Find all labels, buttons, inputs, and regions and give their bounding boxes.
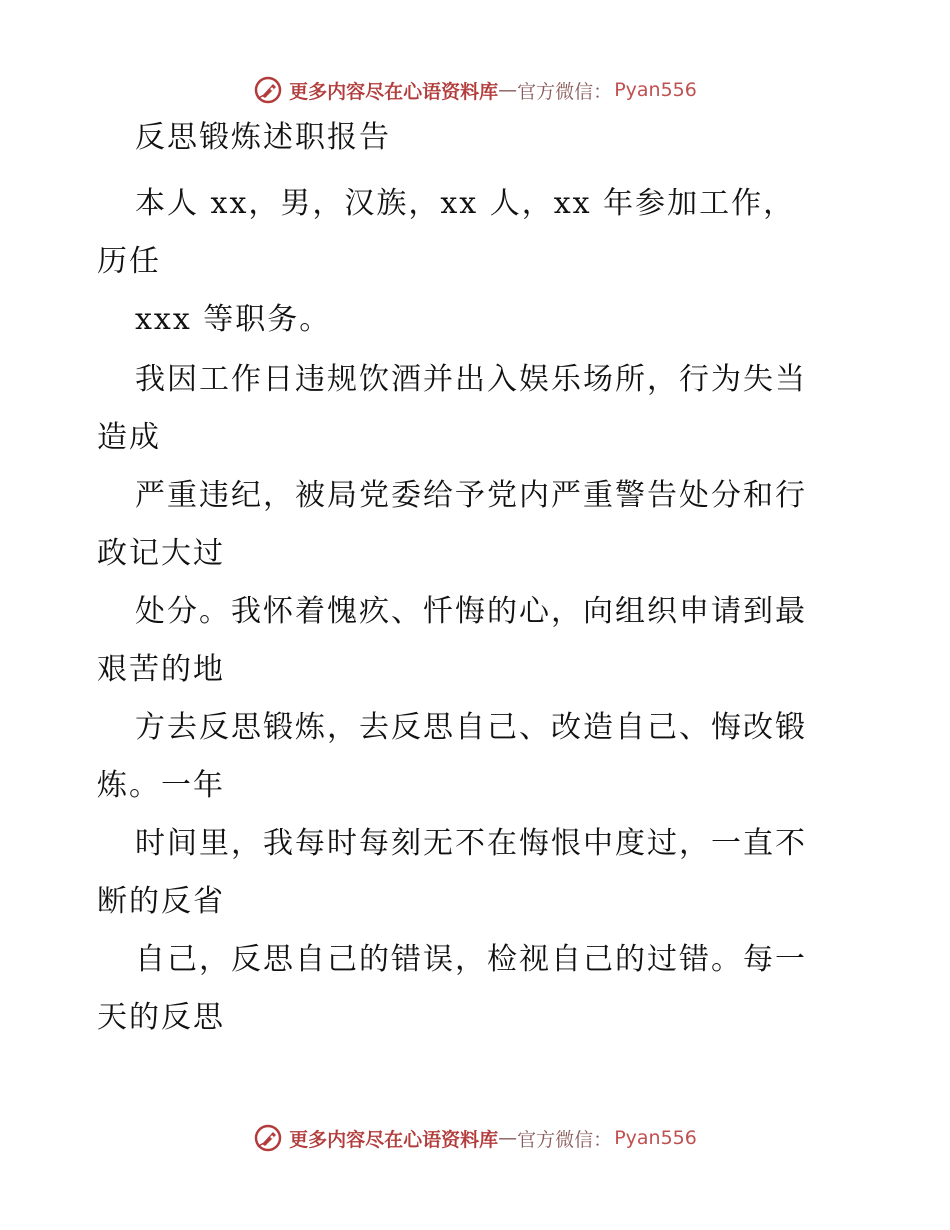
text-line: 历任 xyxy=(97,244,161,279)
text-line: 我因工作日违规饮酒并出入娱乐场所，行为失当 xyxy=(135,362,807,397)
text-line: xxx 等职务。 xyxy=(135,302,332,337)
banner-dash: — xyxy=(498,79,518,101)
text-line: 处分。我怀着愧疚、忏悔的心，向组织申请到最 xyxy=(135,594,807,629)
text-line: 时间里，我每时每刻无不在悔恨中度过，一直不 xyxy=(135,826,807,861)
pen-nib-logo-icon xyxy=(253,1123,283,1153)
text-line: 断的反省 xyxy=(97,884,225,919)
banner-wechat-id: Pyan556 xyxy=(614,79,697,101)
text-line: 炼。一年 xyxy=(97,768,225,803)
text-line: 艰苦的地 xyxy=(97,652,225,687)
text-line: 政记大过 xyxy=(97,536,225,571)
banner-wechat-id: Pyan556 xyxy=(614,1127,697,1149)
text-line: 严重违纪，被局党委给予党内严重警告处分和行 xyxy=(135,478,807,513)
text-line: 自己，反思自己的错误，检视自己的过错。每一 xyxy=(135,942,807,977)
text-line: 造成 xyxy=(97,420,161,455)
text-line: 方去反思锻炼，去反思自己、改造自己、悔改锻 xyxy=(135,710,807,745)
banner-text: 更多内容尽在心语资料库 xyxy=(289,80,499,103)
banner-wechat-label: 官方微信： xyxy=(517,1128,613,1151)
pen-nib-logo-icon xyxy=(253,75,283,105)
text-line: 本人 xx，男，汉族，xx 人，xx 年参加工作， xyxy=(135,186,796,221)
document-title: 反思锻炼述职报告 xyxy=(135,120,391,155)
footer-banner xyxy=(0,1118,950,1158)
header-banner xyxy=(0,70,950,110)
banner-text: 更多内容尽在心语资料库 xyxy=(289,1128,499,1151)
banner-wechat-label: 官方微信： xyxy=(517,80,613,103)
text-line: 天的反思 xyxy=(97,1000,225,1035)
banner-dash: — xyxy=(498,1127,518,1149)
